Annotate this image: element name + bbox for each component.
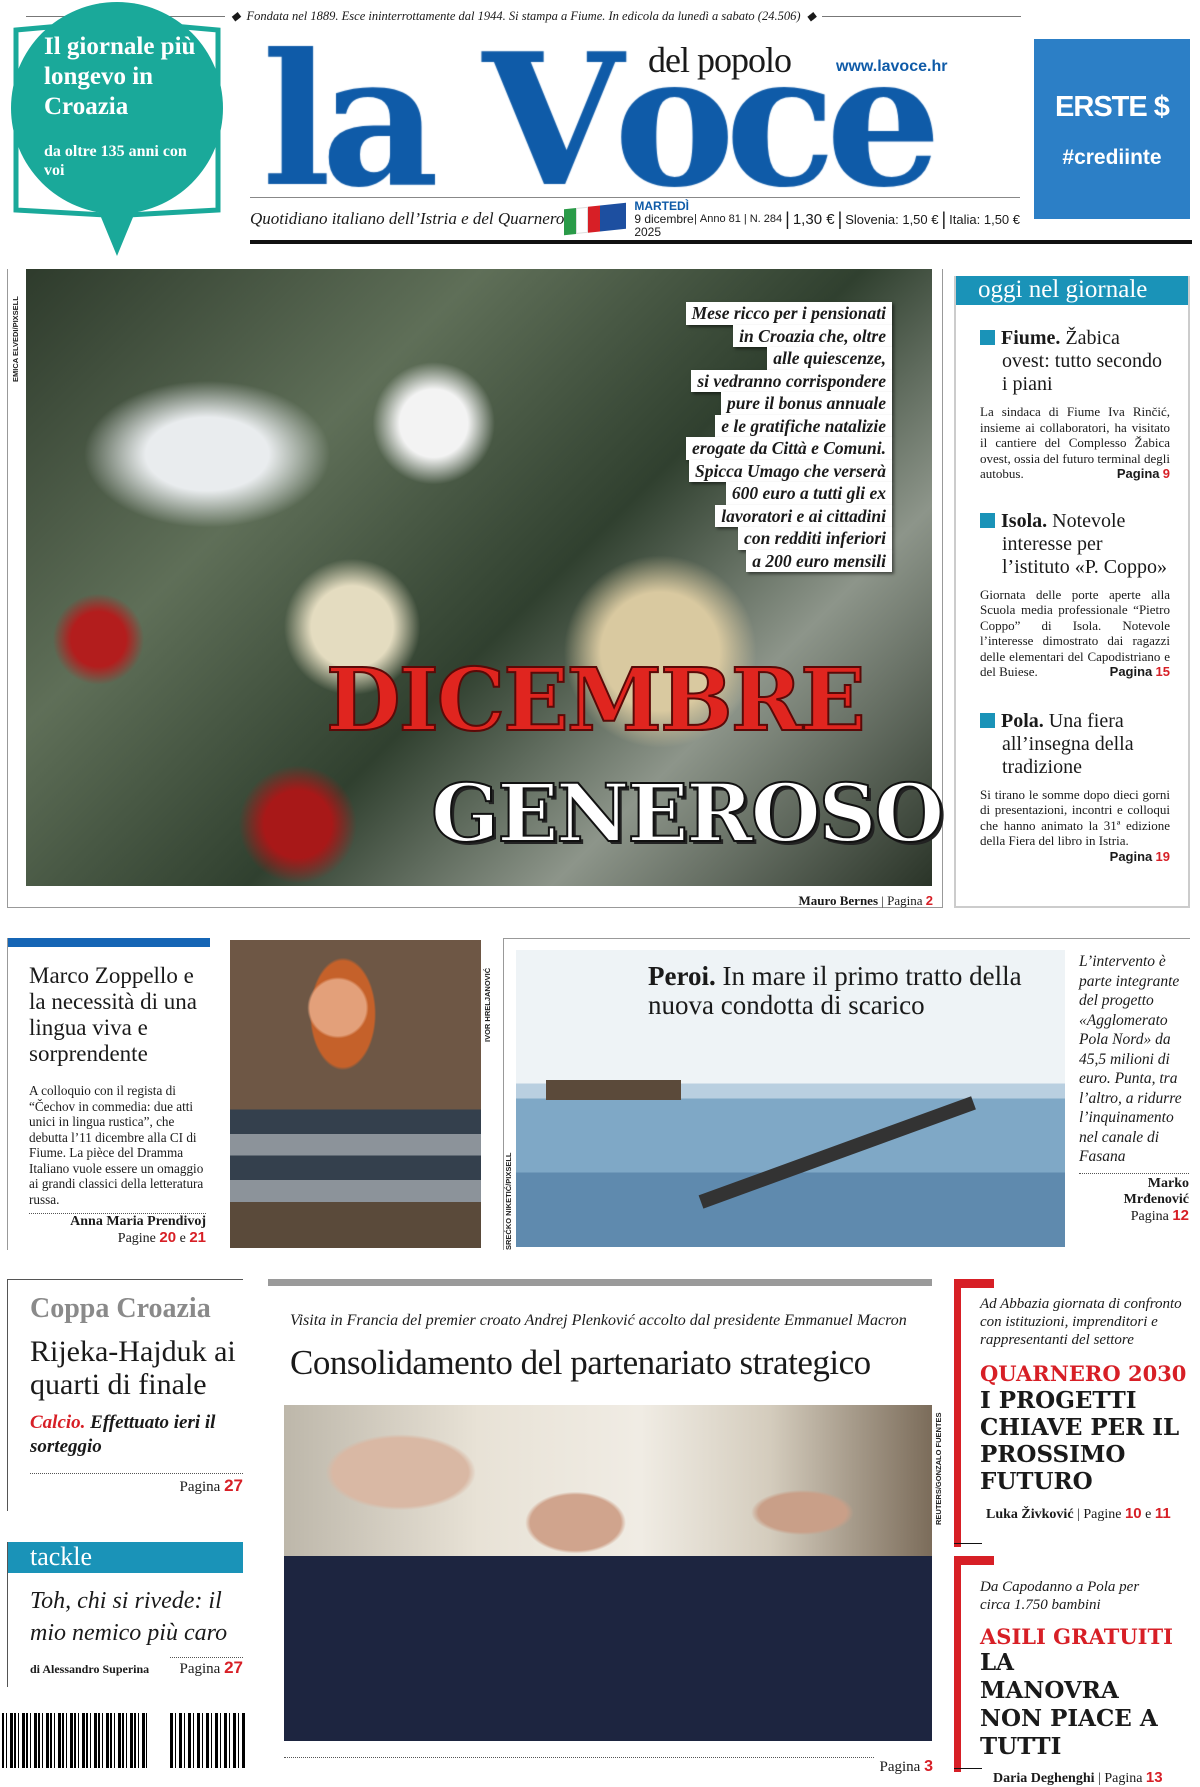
- price-slovenia: Slovenia: 1,50 €: [845, 211, 939, 227]
- sidebar-item-body: [980, 404, 1170, 482]
- story-title[interactable]: Consolidamento del partenariato strategico: [290, 1343, 871, 1382]
- page-number[interactable]: 27: [224, 1658, 243, 1677]
- page-number[interactable]: 12: [1172, 1206, 1189, 1224]
- lead-byline: Mauro Bernes | Pagina 2: [798, 893, 933, 908]
- page-ref: [880, 1758, 933, 1776]
- caption-line: Mese ricco per i pensionati: [686, 302, 892, 325]
- headline-black: I PROGETTI CHIAVE PER IL PROSSIMO FUTURO: [980, 1387, 1180, 1496]
- masthead-rule: [250, 240, 1192, 244]
- page-label: Pagina: [1130, 1208, 1169, 1224]
- section-bar: [268, 1279, 932, 1286]
- photo-credit: SREĆKO NIKETIĆ/PIXSELL: [504, 1152, 513, 1250]
- divider: [250, 197, 1020, 198]
- subtitle: Effettuato ieri il sorteggio: [30, 1412, 216, 1457]
- author: Luka Živković: [986, 1507, 1074, 1523]
- caption-line: in Croazia che, oltre: [733, 325, 892, 348]
- sidebar-item-body: [980, 587, 1170, 680]
- section-bar: [8, 938, 210, 947]
- coppa-story[interactable]: [7, 1279, 243, 1511]
- title: In mare il primo tratto della nuova condotta di scarico: [648, 961, 1022, 1020]
- body: La sindaca di Fiume Iva Rinčić, insieme ai collaboratori, ha visitato il cantiere del Complesso Žabica ovest, ossia del futuro terminal degli autobus.: [980, 404, 1170, 481]
- sidebar-title: oggi nel giornale: [956, 276, 1188, 305]
- price-italia: Italia: 1,50 €: [949, 211, 1020, 227]
- sidebar-item[interactable]: [980, 709, 1170, 864]
- tackle-column[interactable]: [7, 1542, 243, 1687]
- page-number[interactable]: 9: [1162, 466, 1170, 481]
- conjunction: e: [179, 1231, 186, 1246]
- ad-hashtag: #crediinte: [1062, 146, 1162, 169]
- pipeline: [699, 1096, 976, 1208]
- italy-eu-flags-icon: [564, 203, 626, 236]
- page-label: Pagina: [1104, 1771, 1143, 1787]
- kicker: Fiume.: [1001, 327, 1061, 349]
- longevity-badge: [6, 0, 228, 256]
- page-label: Pagina: [1109, 848, 1153, 864]
- sidebar-item[interactable]: [980, 510, 1170, 680]
- page-number[interactable]: 19: [1155, 848, 1170, 864]
- price: 1,30 €: [792, 210, 835, 228]
- erste-ad[interactable]: [1034, 39, 1190, 219]
- sidebar-item-title: [980, 710, 1170, 779]
- erste-logo-icon: $: [1153, 91, 1169, 123]
- story-body: A colloquio con il regista di “Čechov in commedia: due atti unici in lingua rustica”, che debutta l’11 dicembre alla CI di Fiume. La pièce del Dramma Italiano vuole essere un omaggio ai grandi classici della letteratura russa.: [29, 1083, 204, 1207]
- body: Giornata delle porte aperte alla Scuola media professionale “Pietro Coppo” di Isola. Notevole l’interesse dimostrato dai ragazzi delle elementari del Capodistriano e del Buiese.: [980, 586, 1170, 679]
- website-link[interactable]: www.lavoce.hr: [836, 58, 948, 75]
- story-title: Rijeka-Hajduk ai quarti di finale: [30, 1335, 236, 1401]
- photo-credit: IVOR HRELJANOVIĆ: [483, 967, 492, 1042]
- kicker: Calcio.: [30, 1412, 86, 1433]
- zoppello-photo[interactable]: [230, 940, 481, 1248]
- square-bullet-icon: [980, 713, 995, 728]
- page-label: Pagina: [887, 893, 923, 908]
- caption-line: con redditi inferiori: [738, 527, 892, 550]
- page-label: Pagine: [117, 1231, 156, 1246]
- body: Si tirano le somme dopo dieci gorni di presentazioni, incontri e colloqui che hanno animato la 31ª edizione della Fiera del libro in Istria.: [980, 786, 1170, 848]
- section-label: Coppa Croazia: [30, 1293, 211, 1324]
- kicker: Isola.: [1001, 509, 1048, 532]
- divider: [284, 1757, 874, 1758]
- lead-caption: [686, 302, 892, 572]
- kicker: Pola.: [1001, 709, 1044, 732]
- badge-subtitle: da oltre 135 anni con voi: [44, 143, 187, 179]
- quarnero-story[interactable]: Ad Abbazia giornata di confronto con istituzioni, imprenditori e rappresentanti del settore QUARNERO 2030 I PROGETTI CHIAVE PER IL PROSSIMO FUTURO Luka Živković | Pagine 10 e 11: [954, 1279, 1194, 1547]
- page-number[interactable]: 10: [1124, 1505, 1142, 1523]
- peroi-photo[interactable]: [516, 950, 1065, 1247]
- tagline: Quotidiano italiano dell’Istria e del Quarnero: [250, 209, 565, 228]
- sidebar-item[interactable]: [980, 327, 1170, 482]
- headline-black: LA MANOVRA NON PIACE A TUTTI: [980, 1649, 1158, 1761]
- issue-year: Anno 81: [699, 213, 741, 225]
- page-number[interactable]: 20: [159, 1229, 177, 1246]
- badge-title: Il giornale più longevo in Croazia: [44, 33, 196, 120]
- ad-brand: ERSTE: [1055, 91, 1147, 123]
- zoppello-story[interactable]: [7, 938, 210, 1250]
- author: Anna Maria Prendivoj: [70, 1214, 206, 1229]
- issue-number: N. 284: [749, 213, 783, 225]
- caption-line: 600 euro a tutti gli ex: [726, 482, 892, 505]
- caption-line: Spicca Umago che verserà: [689, 460, 892, 483]
- peroi-headline: [648, 962, 1058, 1020]
- caption-line: a 200 euro mensili: [746, 550, 892, 573]
- page-label: Pagina: [179, 1661, 221, 1677]
- caption-line: alle quiescenze,: [767, 347, 892, 370]
- page-number[interactable]: 21: [189, 1229, 206, 1246]
- page-number[interactable]: 15: [1155, 664, 1170, 679]
- asili-story[interactable]: Da Capodanno a Pola per circa 1.750 bambini ASILI GRATUITI LA MANOVRA NON PIACE A TUTTI Daria Deghenghi | Pagina 13: [954, 1556, 1194, 1772]
- barge: [546, 1080, 681, 1100]
- weekday: MARTEDÌ: [634, 198, 689, 213]
- author: Marko Mrđenović: [1123, 1175, 1189, 1207]
- square-bullet-icon: [980, 513, 995, 528]
- lead-headline-line2: GENEROSO: [431, 766, 943, 860]
- page-number[interactable]: 27: [224, 1476, 243, 1495]
- today-in-paper-sidebar: [954, 276, 1190, 908]
- title: Notevole interesse per l’istituto «P. Coppo»: [1002, 509, 1168, 578]
- sidebar-item-title: [980, 327, 1170, 396]
- caption-line: si vedranno corrispondere: [691, 370, 892, 393]
- page-number[interactable]: 11: [1154, 1505, 1171, 1523]
- page-label: Pagine: [1083, 1507, 1122, 1523]
- headline-red: QUARNERO 2030: [980, 1361, 1187, 1386]
- title: Žabica ovest: tutto secondo i piani: [1002, 327, 1162, 395]
- founding-text: Fondata nel 1889. Esce ininterrottamente dal 1944. Si stampa a Fiume. In edicola da lunedì a sabato (24.506): [246, 8, 801, 23]
- story-kicker: Da Capodanno a Pola per circa 1.750 bambini: [980, 1579, 1140, 1613]
- page-number[interactable]: 2: [925, 893, 933, 908]
- barcode-icon: [170, 1713, 245, 1768]
- author: di Alessandro Superina: [30, 1662, 150, 1676]
- page-label: Pagina: [1109, 664, 1153, 679]
- square-bullet-icon: [980, 330, 995, 345]
- caption-line: e le gratifiche natalizie: [715, 415, 892, 438]
- sidebar-item-title: [980, 510, 1170, 579]
- section-label: tackle: [8, 1542, 243, 1573]
- lead-headline-line1: DICEMBRE: [326, 650, 864, 751]
- story-title: Marco Zoppello e la necessità di una lingua viva e sorprendente: [29, 963, 197, 1066]
- sidebar-item-body: [980, 786, 1170, 864]
- barcode-icon: [2, 1713, 147, 1768]
- lead-photo[interactable]: [26, 269, 943, 886]
- author: Daria Deghenghi: [993, 1771, 1095, 1787]
- conjunction: e: [1145, 1507, 1152, 1523]
- title: Una fiera all’insegna della tradizione: [1002, 709, 1134, 778]
- caption-line: erogate da Città e Comuni.: [686, 437, 892, 460]
- story-title: Toh, chi si rivede: il mio nemico più caro: [30, 1588, 228, 1646]
- story-kicker: Visita in Francia del premier croato Andrej Plenković accolto dal presidente Emmanuel Macron: [290, 1312, 907, 1329]
- peroi-caption: [1079, 952, 1189, 1225]
- story-body: L’intervento è parte integrante del progetto «Agglomerato Pola Nord» da 45,5 milioni di euro. Punta, tra l’altro, a ridurre l’inquinamento nel canale di Fasana: [1079, 953, 1182, 1165]
- photo-credit: EMICA ELVEDI/PIXSELL: [11, 296, 20, 382]
- page-number[interactable]: 13: [1145, 1769, 1163, 1787]
- page-number[interactable]: 3: [924, 1758, 933, 1775]
- story-kicker: Ad Abbazia giornata di confronto con istituzioni, imprenditori e rappresentanti del settore: [980, 1296, 1182, 1348]
- kicker: Peroi.: [648, 961, 716, 991]
- page-label: Pagina: [1116, 466, 1160, 481]
- page-label: Pagina: [179, 1479, 221, 1495]
- issue-date: 9 dicembre 2025: [634, 211, 694, 239]
- headline-red: ASILI GRATUITI: [980, 1624, 1173, 1649]
- page-label: Pagina: [879, 1759, 921, 1775]
- caption-line: lavoratori e ai cittadini: [715, 505, 892, 528]
- plenkovic-macron-photo[interactable]: [284, 1405, 932, 1741]
- masthead-subtitle: del popolo: [648, 40, 791, 80]
- masthead-info-row: Quotidiano italiano dell’Istria e del Quarnero MARTEDÌ 9 dicembre 2025 | Anno 81 | N. 284 | 1,30 € | Slovenia: 1,50 € | Italia: 1,50 €: [250, 198, 1020, 239]
- caption-line: pure il bonus annuale: [721, 392, 892, 415]
- founding-line: ◆ Fondata nel 1889. Esce ininterrottamente dal 1944. Si stampa a Fiume. In edicola da lunedì a sabato (24.506) ◆: [26, 6, 1021, 26]
- author: Mauro Bernes: [798, 893, 879, 908]
- photo-credit: REUTERS/GONZALO FUENTES: [934, 1412, 943, 1525]
